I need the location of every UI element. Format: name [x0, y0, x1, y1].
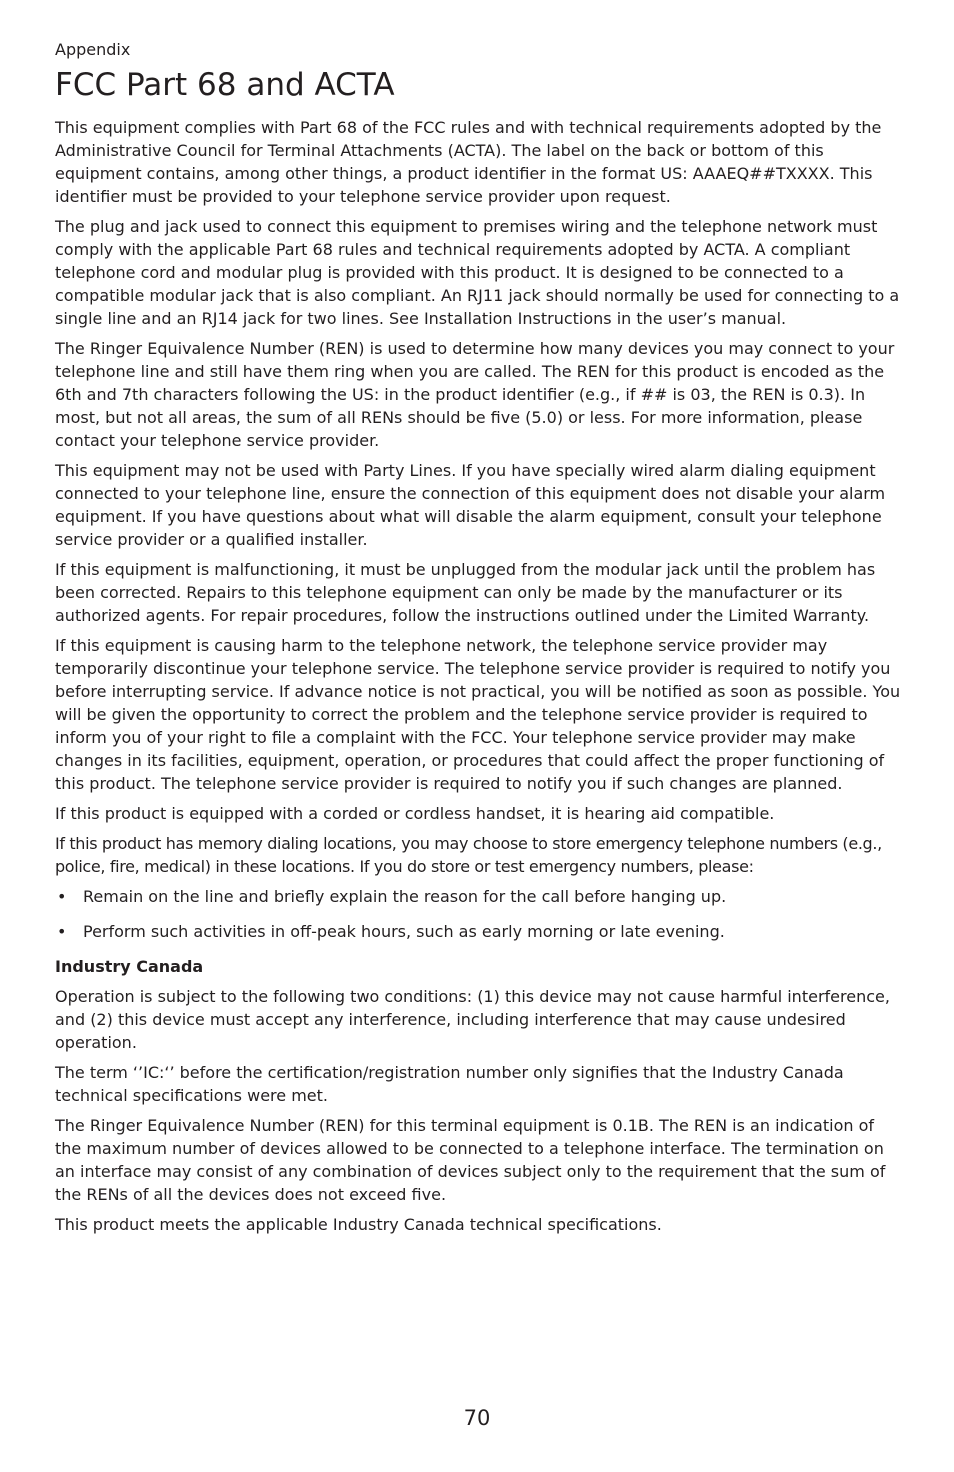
- bullet-icon: •: [57, 887, 67, 906]
- paragraph-fcc-compliance: This equipment complies with Part 68 of the FCC rules and with technical requirements adopted by the Administrative Council for Terminal Attachments (ACTA). The label on the back or bottom of this equipment contains, among other things, a product identifier in the format US: AAAEQ##TXXXX. This identifier must be provided to your telephone service provider upon request.: [55, 118, 882, 206]
- paragraph-hearing-aid: If this product is equipped with a corded or cordless handset, it is hearing aid compatible.: [55, 804, 775, 823]
- page-content: [55, 38, 905, 1243]
- paragraph-ic-term: The term ‘’IC:‘’ before the certification/registration number only signifies that the Industry Canada technical specifications were met.: [55, 1063, 844, 1105]
- emergency-bullet-list: [55, 885, 905, 943]
- list-item-text: Remain on the line and briefly explain the reason for the call before hanging up.: [83, 887, 727, 906]
- bullet-icon: •: [57, 922, 67, 941]
- paragraph-ic-ren: The Ringer Equivalence Number (REN) for this terminal equipment is 0.1B. The REN is an indication of the maximum number of devices allowed to be connected to a telephone interface. The termination on an interface may consist of any combination of devices subject only to the requirement that the sum of the RENs of all the devices does not exceed five.: [55, 1116, 886, 1204]
- paragraph-ren: The Ringer Equivalence Number (REN) is used to determine how many devices you may connect to your telephone line and still have them ring when you are called. The REN for this product is encoded as the 6th and 7th characters following the US: in the product identifier (e.g., if ## is 03, the REN is 0.3). In most, but not all areas, the sum of all RENs should be five (5.0) or less. For more information, please contact your telephone service provider.: [55, 339, 895, 450]
- list-item: [55, 885, 905, 908]
- industry-canada-heading: Industry Canada: [55, 957, 204, 976]
- paragraph-party-lines: This equipment may not be used with Party Lines. If you have specially wired alarm dialing equipment connected to your telephone line, ensure the connection of this equipment does not disable your alarm equipment. If you have questions about what will disable the alarm equipment, consult your telephone service provider or a qualified installer.: [55, 461, 886, 549]
- section-label: Appendix: [55, 40, 131, 59]
- paragraph-ic-specs: This product meets the applicable Industry Canada technical specifications.: [55, 1215, 662, 1234]
- list-item: [55, 920, 905, 943]
- paragraph-memory-dialing: If this product has memory dialing locations, you may choose to store emergency telephone numbers (e.g., police, fire, medical) in these locations. If you do store or test emergency numbers, please:: [55, 834, 882, 876]
- paragraph-plug-and-jack: The plug and jack used to connect this equipment to premises wiring and the telephone network must comply with the applicable Part 68 rules and technical requirements adopted by ACTA. A compliant telephone cord and modular plug is provided with this product. It is designed to be connected to a compatible modular jack that is also compliant. An RJ11 jack should normally be used for connecting to a single line and an RJ14 jack for two lines. See Installation Instructions in the user’s manual.: [55, 217, 900, 328]
- paragraph-ic-conditions: Operation is subject to the following two conditions: (1) this device may not cause harmful interference, and (2) this device must accept any interference, including interference that may cause undesired operation.: [55, 987, 890, 1052]
- list-item-text: Perform such activities in off-peak hours, such as early morning or late evening.: [83, 922, 725, 941]
- page-title: FCC Part 68 and ACTA: [55, 67, 395, 103]
- page-number: 70: [463, 1406, 491, 1430]
- paragraph-malfunction: If this equipment is malfunctioning, it must be unplugged from the modular jack until the problem has been corrected. Repairs to this telephone equipment can only be made by the manufacturer or its authorized agents. For repair procedures, follow the instructions outlined under the Limited Warranty.: [55, 560, 876, 625]
- paragraph-network-harm: If this equipment is causing harm to the telephone network, the telephone service provider may temporarily discontinue your telephone service. The telephone service provider is required to notify you before interrupting service. If advance notice is not practical, you will be notified as soon as possible. You will be given the opportunity to correct the problem and the telephone service provider is required to inform you of your right to file a complaint with the FCC. Your telephone service provider may make changes in its facilities, equipment, operation, or procedures that could affect the proper functioning of this product. The telephone service provider is required to notify you if such changes are planned.: [55, 636, 901, 793]
